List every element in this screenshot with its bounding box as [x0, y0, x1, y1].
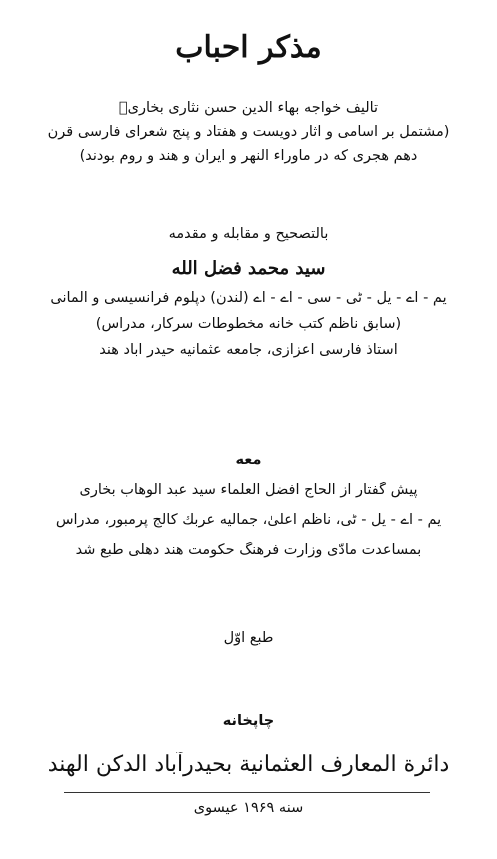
- press-name: دائرة المعارف العثمانية بحيدرآباد الدكن الهند: [47, 752, 450, 777]
- edition-label: طبع اوّل: [223, 630, 274, 646]
- book-title: مذکر احباب: [175, 30, 322, 65]
- foreword-credentials: یم - اے - یل - ٹی، ناظم اعلیٰ، جمالیه عربك كالج پرمبور، مدراس: [55, 512, 442, 528]
- press-underline: [64, 792, 430, 793]
- author-line: تالیف خواجه بهاء الدین حسن نثاری بخاریؒ: [118, 100, 379, 116]
- with-label: معه: [235, 452, 262, 468]
- press-label: چاپخانه: [222, 713, 275, 729]
- editing-intro: بالتصحیح و مقابله و مقدمه: [168, 226, 329, 242]
- description-line-2: دهم هجری که در ماوراء النهر و ایران و هند و روم بودند): [79, 148, 418, 164]
- editor-degrees: یم - اے - یل - ٹی - سی - اے - اے (لندن) دپلوم فرانسیسی و المانی: [50, 290, 447, 306]
- foreword-line: پیش گفتار از الحاج افضل العلماء سید عبد الوهاب بخاری: [79, 482, 418, 498]
- description-line-1: (مشتمل بر اسامی و آثار دویست و هفتاد و پنج شعرای فارسی قرن: [47, 124, 450, 140]
- editor-name: سید محمد فضل الله: [171, 258, 326, 279]
- funding-line: بمساعدت مادّی وزارت فرهنگ حکومت هند دهلی طبع شد: [75, 542, 422, 558]
- editor-professorship: استاذ فارسی اعزازی، جامعه عثمانیه حیدر آباد هند: [99, 342, 398, 358]
- publication-year: سنه ۱۹۶۹ عیسوی: [193, 800, 304, 816]
- editor-former-post: (سابق ناظم کتب خانه مخطوطات سرکار، مدراس): [95, 316, 402, 332]
